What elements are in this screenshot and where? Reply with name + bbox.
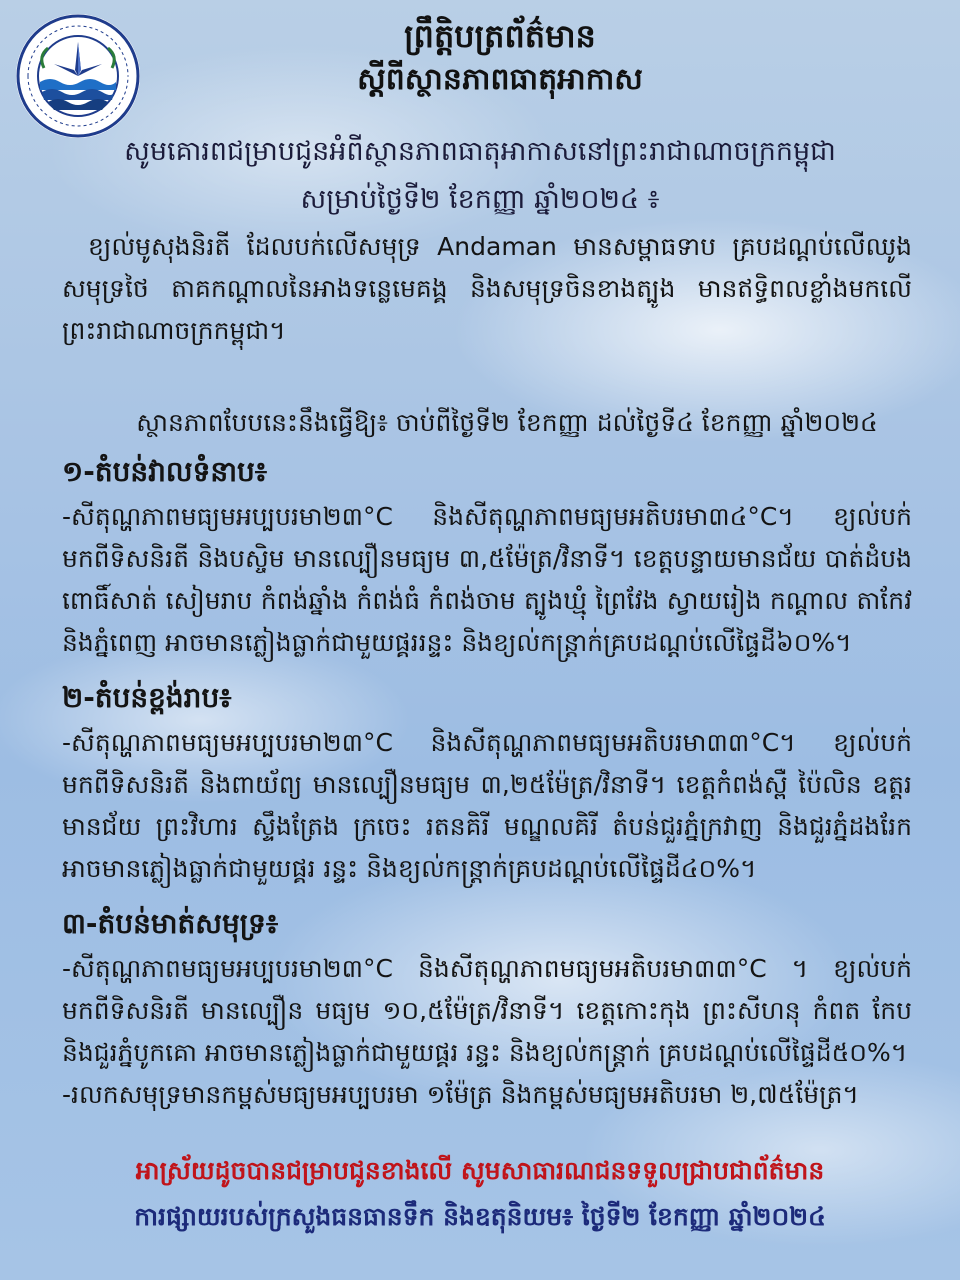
section-body: -សីតុណ្ហភាពមធ្យមអប្បបរមា២៣°C និងសីតុណ្ហភាពមធ្យមអតិបរមា៣៣°C ។ ខ្យល់បក់មកពីទិសនិរតី មានល្បឿន មធ្យម ១០,៥ម៉ែត្រ/វិនាទី។ ខេត្តកោះកុង ព្រះសីហនុ កំពត កែប និងជួរភ្នំបូកគោ អាចមានភ្លៀងធ្លាក់ជាមួយផ្គរ រន្ទះ និងខ្យល់កន្ត្រាក់ គ្របដណ្ដប់លើផ្ទៃដី៥០%។ — [62, 954, 912, 1067]
section-title: ២-តំបន់ខ្ពង់រាប៖ — [62, 681, 232, 714]
intro-text — [60, 128, 900, 224]
section-plateau — [62, 676, 912, 890]
section-body: -សីតុណ្ហភាពមធ្យមអប្បបរមា២៣°C និងសីតុណ្ហភាពមធ្យមអតិបរមា៣៣°C។ ខ្យល់បក់មកពីទិសនិរតី និងពាយ័ព្យ មានល្បឿនមធ្យម ៣,២៥ម៉ែត្រ/វិនាទី។ ខេត្តកំពង់ស្ពឺ ប៉ៃលិន ឧត្តរមានជ័យ ព្រះវិហារ ស្ទឹងត្រែង ក្រចេះ រតនគិរី មណ្ឌលគិរី តំបន់ជួរភ្នំក្រវាញ និងជួរភ្នំដងរែក អាចមានភ្លៀងធ្លាក់ជាមួយផ្គរ រន្ទះ និងខ្យល់កន្ត្រាក់គ្របដណ្ដប់លើផ្ទៃដី៤០%។ — [62, 728, 912, 883]
validity-period: ស្ថានភាពបែបនេះនឹងធ្វើឱ្យ៖ ចាប់ពីថ្ងៃទី២ ខែកញ្ញា ដល់ថ្ងៃទី៤ ខែកញ្ញា ឆ្នាំ២០២៤ — [136, 408, 878, 437]
section-body: -សីតុណ្ហភាពមធ្យមអប្បបរមា២៣°C និងសីតុណ្ហភាពមធ្យមអតិបរមា៣៤°C។ ខ្យល់បក់មកពីទិសនិរតី និងបស្ចិម មានល្បឿនមធ្យម ៣,៥ម៉ែត្រ/វិនាទី។ ខេត្តបន្ទាយមានជ័យ បាត់ដំបង ពោធិ៍សាត់ សៀមរាប កំពង់ឆ្នាំង កំពង់ធំ កំពង់ចាម ត្បូងឃ្មុំ ព្រៃវែង ស្វាយរៀង កណ្ដាល តាកែវ និងភ្នំពេញ អាចមានភ្លៀងធ្លាក់ជាមួយផ្គររន្ទះ និងខ្យល់កន្ត្រាក់គ្របដណ្ដប់លើផ្ទៃដី៦០%។ — [62, 502, 912, 657]
section-coastal — [62, 902, 912, 1116]
footer-publisher: ការផ្សាយរបស់ក្រសួងធនធានទឹក និងឧតុនិយម៖ ថ្ងៃទី២ ខែកញ្ញា ឆ្នាំ២០២៤ — [134, 1202, 826, 1231]
section-lowland — [62, 450, 912, 664]
bulletin-title: ព្រឹត្តិបត្រព័ត៌មាន — [404, 17, 596, 55]
section-title: ៣-តំបន់មាត់សមុទ្រ៖ — [62, 907, 279, 940]
intro-line-2: សម្រាប់ថ្ងៃទី២ ខែកញ្ញា ឆ្នាំ២០២៤ ៖ — [300, 184, 660, 215]
sea-wave-note: -រលកសមុទ្រមានកម្ពស់មធ្យមអប្បបរមា ១ម៉ែត្រ និងកម្ពស់មធ្យមអតិបរមា ២,៧៥ម៉ែត្រ។ — [62, 1080, 859, 1109]
intro-line-1: សូមគោរពជម្រាបជូនអំពីស្ថានភាពធាតុអាកាសនៅព្រះរាជាណាចក្រកម្ពុជា — [124, 136, 836, 167]
bulletin-subtitle: ស្តីពីស្ថានភាពធាតុអាកាស — [357, 62, 643, 97]
section-title: ១-តំបន់វាលទំនាប៖ — [62, 455, 268, 488]
bulletin-body — [62, 226, 912, 1116]
bulletin-footer — [0, 1148, 960, 1240]
overview-paragraph: ខ្យល់មូសុងនិរតី ដែលបក់លើសមុទ្រ Andaman មានសម្ពាធទាប គ្របដណ្ដប់លើឈូងសមុទ្រថៃ តាគកណ្ដាលនៃអាងទន្លេមេគង្គ និងសមុទ្រចិនខាងត្បូង មានឥទ្ធិពលខ្លាំងមកលើព្រះរាជាណាចក្រកម្ពុជា។ — [62, 232, 912, 345]
footer-notice: អាស្រ័យដូចបានជម្រាបជូនខាងលើ សូមសាធារណជនទទួលជ្រាបជាព័ត៌មាន — [135, 1156, 825, 1185]
bulletin-header — [0, 14, 960, 102]
